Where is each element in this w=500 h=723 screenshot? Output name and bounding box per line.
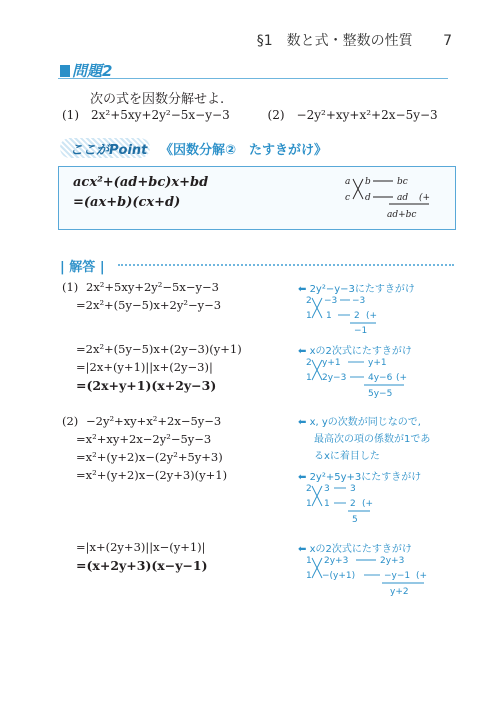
s2c2-r2: −y−1 (384, 571, 411, 581)
s1c1-sum: −1 (354, 326, 368, 336)
sol1-line-4: =|2x+(y+1)||x+(2y−3)| (76, 360, 213, 374)
sol1-note-1-text: 2y²−y−3にたすきがけ (309, 284, 415, 295)
s2c1-a: 2 (306, 484, 312, 494)
sol2-note-1-line-2: 最高次の項の係数が1であ (314, 434, 431, 445)
sol2-note-3-text: xの2次式にたすきがけ (309, 544, 412, 555)
sol2-cross-1 (304, 480, 394, 526)
page-number: 7 (443, 33, 452, 49)
sol2-line-4: =x²+(y+2)x−(2y+3)(y+1) (76, 468, 228, 482)
s2c1-r2: 2 (350, 499, 356, 509)
s2c2-b: 2y+3 (324, 556, 349, 566)
section-title: §1 数と式・整数の性質 (256, 33, 413, 49)
sol1-answer: =(2x+y+1)(x+2y−3) (76, 378, 217, 393)
point-topic: 《因数分解② たすきがけ》 (160, 143, 328, 158)
problem-items (62, 106, 472, 123)
s2c1-r1: 3 (350, 484, 356, 494)
s2c1-d: 1 (324, 499, 330, 509)
s1c1-d: 1 (326, 311, 332, 321)
s1c2-a: 2 (306, 358, 312, 368)
sol2-line-2: =x²+xy+2x−2y²−5y−3 (76, 432, 212, 446)
formula-line-2: =(ax+b)(cx+d) (73, 195, 181, 210)
sol1-note-2-text: xの2次式にたすきがけ (309, 346, 412, 357)
s1c2-sum: 5y−5 (368, 389, 393, 399)
s2c2-a: 1 (306, 556, 312, 566)
s1c2-r2: 4y−6 (368, 373, 393, 383)
solution-heading: | 解答 | (60, 260, 105, 275)
sol1-cross-1 (304, 292, 394, 336)
sol2-note-1 (298, 414, 430, 465)
s1c2-plus: (+ (396, 373, 408, 383)
problem-item-2: (2) −2y²+xy+x²+2x−5y−3 (267, 108, 438, 122)
note-arrow-icon: ⬅ (298, 417, 310, 428)
cross-bc: bc (397, 177, 408, 187)
s2c2-plus: (+ (416, 571, 428, 581)
note-arrow-icon: ⬅ (298, 472, 310, 483)
s2c2-d: −(y+1) (322, 571, 356, 581)
cross-diagram (339, 171, 449, 227)
cross-d: d (365, 193, 371, 203)
sol2-label: (2) (62, 414, 79, 428)
s1c1-plus: (+ (366, 311, 378, 321)
s1c1-b: −3 (324, 296, 338, 306)
note-arrow-icon: ⬅ (298, 284, 310, 295)
s1c1-c: 1 (306, 311, 312, 321)
s1c2-c: 1 (306, 373, 312, 383)
cross-c: c (345, 193, 351, 203)
title-divider (58, 78, 448, 79)
s1c1-a: 2 (306, 296, 312, 306)
sol1-line-1: 2x²+5xy+2y²−5x−y−3 (86, 280, 219, 294)
formula-line-1: acx²+(ad+bc)x+bd (73, 175, 209, 190)
point-label: ここがPoint (70, 143, 148, 158)
s2c2-c: 1 (306, 571, 312, 581)
problem-title-text: 問題2 (72, 62, 113, 80)
s2c1-c: 1 (306, 499, 312, 509)
formula-box (58, 166, 456, 230)
problem-item-1: (1) 2x²+5xy+2y²−5x−y−3 (62, 108, 230, 122)
page-header (257, 30, 452, 50)
sol2-line-3: =x²+(y+2)x−(2y²+5y+3) (76, 450, 223, 464)
sol1-cross-2 (304, 354, 414, 400)
sol1-line-2: =2x²+(5y−5)x+2y²−y−3 (76, 298, 222, 312)
cross-plus: (+ (419, 193, 431, 203)
title-marker (60, 65, 70, 77)
s2c1-plus: (+ (362, 499, 374, 509)
s2c1-b: 3 (324, 484, 330, 494)
s2c2-r1: 2y+3 (380, 556, 405, 566)
cross-a: a (345, 177, 351, 187)
s1c2-r1: y+1 (368, 358, 387, 368)
s1c2-b: y+1 (322, 358, 341, 368)
sol1-label: (1) (62, 280, 79, 294)
sol2-note-1-line-3: るxに着目した (314, 451, 380, 462)
problem-instruction: 次の式を因数分解せよ. (90, 92, 225, 107)
sol2-cross-2 (304, 552, 434, 598)
note-arrow-icon: ⬅ (298, 346, 310, 357)
sol1-line-3: =2x²+(5y−5)x+(2y−3)(y+1) (76, 342, 242, 356)
sol2-note-2-text: 2y²+5y+3にたすきがけ (309, 472, 422, 483)
s1c1-r2: 2 (354, 311, 360, 321)
cross-b: b (365, 177, 371, 187)
s2c2-sum: y+2 (390, 587, 409, 597)
s1c2-d: 2y−3 (322, 373, 347, 383)
s1c1-r1: −3 (352, 296, 366, 306)
point-row (60, 138, 460, 160)
sol2-note-1-line-1: x, yの次数が同じなので, (309, 417, 421, 428)
solution-divider (118, 264, 454, 266)
note-arrow-icon: ⬅ (298, 544, 310, 555)
sol2-line-5: =|x+(2y+3)||x−(y+1)| (76, 540, 206, 554)
s2c1-sum: 5 (352, 515, 358, 525)
sol2-line-1: −2y²+xy+x²+2x−5y−3 (86, 414, 222, 428)
cross-ad: ad (397, 193, 409, 203)
cross-sum: ad+bc (387, 210, 417, 220)
solution-heading-text: 解答 (69, 260, 96, 275)
sol2-answer: =(x+2y+3)(x−y−1) (76, 558, 208, 573)
